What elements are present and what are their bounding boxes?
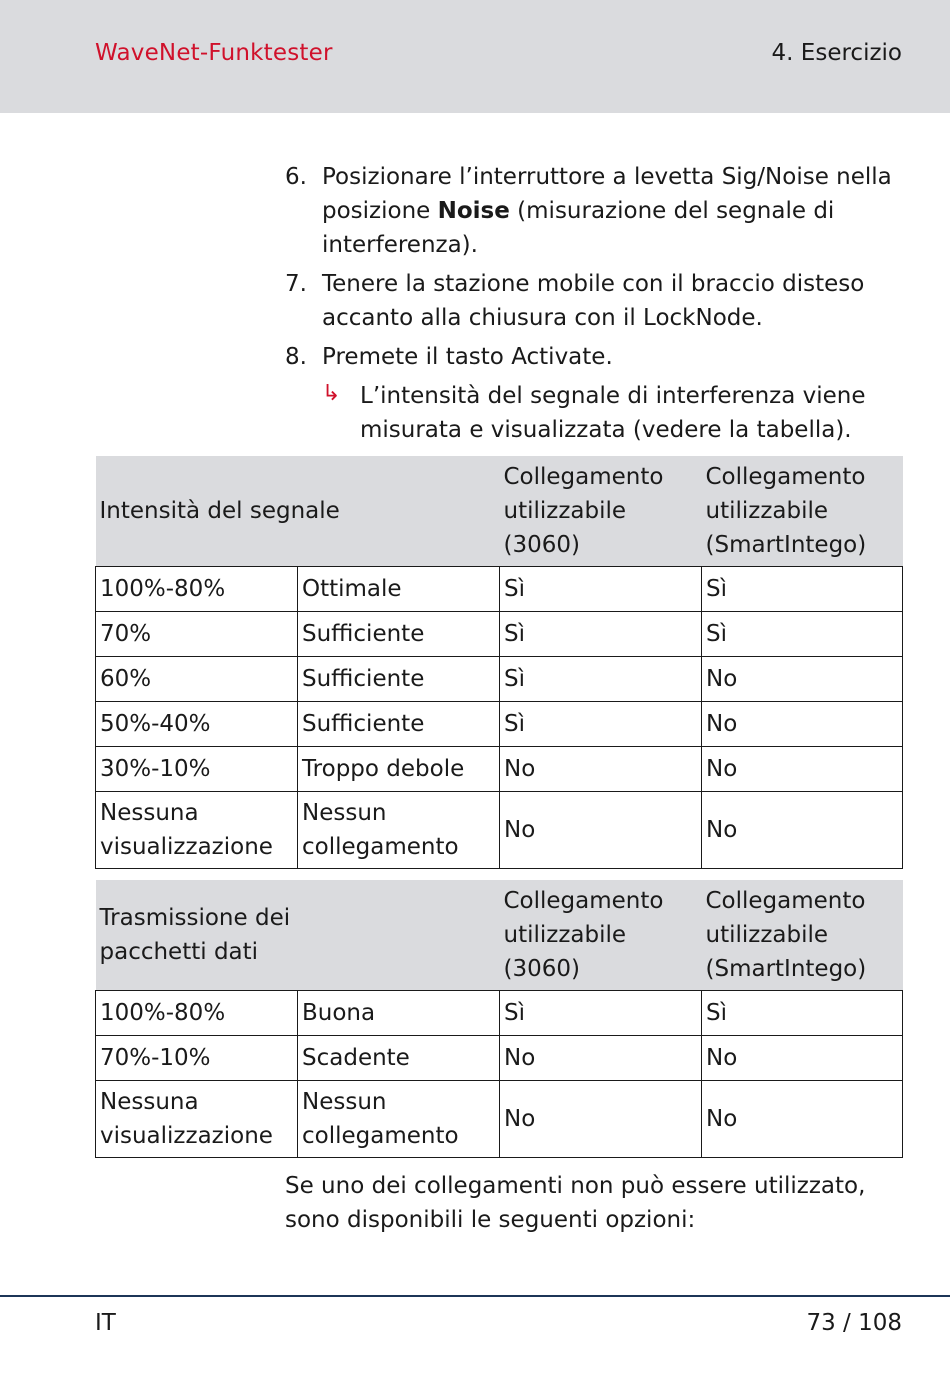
table-cell: Sì	[702, 567, 903, 612]
table-cell: Sufficiente	[298, 612, 500, 657]
table-cell: Sì	[500, 612, 702, 657]
table-cell: Sì	[702, 612, 903, 657]
table-cell: No	[702, 1036, 903, 1081]
table-cell: No	[500, 747, 702, 792]
step-7	[285, 267, 905, 335]
table-row	[96, 792, 903, 869]
table-cell: 70%	[96, 612, 298, 657]
table-cell: Sì	[500, 702, 702, 747]
result-text: L’intensità del segnale di interferenza viene misurata e visualizzata (vedere la tabella).	[360, 383, 866, 443]
header-signal-strength: Intensità del segnale	[96, 456, 500, 567]
step-text-part: (misurazione del segnale di interferenza).	[322, 198, 835, 258]
table-cell: Scadente	[298, 1036, 500, 1081]
table-row	[96, 612, 903, 657]
step-8	[285, 340, 905, 374]
table-cell: Sì	[500, 991, 702, 1036]
table-cell: Buona	[298, 991, 500, 1036]
step-result	[322, 379, 905, 447]
section-title: 4. Esercizio	[771, 40, 902, 66]
table-row	[96, 1081, 903, 1158]
table-cell: No	[500, 1081, 702, 1158]
header-data-packets: Trasmissione dei pacchetti dati	[96, 880, 500, 991]
table-cell: 50%-40%	[96, 702, 298, 747]
data-packet-table	[95, 880, 903, 1158]
step-text-part: Posizionare l’interruttore a levetta Sig/Noise nella posizione	[322, 164, 892, 224]
table-cell: No	[702, 1081, 903, 1158]
step-number: 7.	[285, 271, 307, 297]
footer-divider	[0, 1295, 950, 1297]
table-cell: No	[500, 1036, 702, 1081]
page-header	[0, 0, 950, 113]
table-cell: 30%-10%	[96, 747, 298, 792]
table-cell: No	[702, 657, 903, 702]
header-link-3060: Collegamento utilizzabile (3060)	[500, 880, 702, 991]
table-cell: Sì	[702, 991, 903, 1036]
table-row	[96, 991, 903, 1036]
header-link-smartintego: Collegamento utilizzabile (SmartIntego)	[702, 456, 903, 567]
document-title: WaveNet-Funktester	[95, 40, 333, 66]
signal-strength-table	[95, 456, 903, 869]
footer-language: IT	[95, 1310, 116, 1336]
table-cell: Nessun collegamento	[298, 792, 500, 869]
table-cell: Sì	[500, 567, 702, 612]
step-number: 6.	[285, 164, 307, 190]
table-cell: 70%-10%	[96, 1036, 298, 1081]
arrow-return-icon: ↳	[322, 381, 341, 406]
table-cell: Nessun collegamento	[298, 1081, 500, 1158]
table-row	[96, 657, 903, 702]
header-link-smartintego: Collegamento utilizzabile (SmartIntego)	[702, 880, 903, 991]
table-row	[96, 747, 903, 792]
table-cell: No	[702, 792, 903, 869]
header-link-3060: Collegamento utilizzabile (3060)	[500, 456, 702, 567]
table-cell: No	[702, 747, 903, 792]
step-6	[285, 160, 905, 262]
table-row	[96, 1036, 903, 1081]
table-cell: Ottimale	[298, 567, 500, 612]
table-row	[96, 702, 903, 747]
table-cell: Sufficiente	[298, 657, 500, 702]
table-cell: 60%	[96, 657, 298, 702]
table-cell: Sufficiente	[298, 702, 500, 747]
table-cell: Nessuna visualizzazione	[96, 1081, 298, 1158]
instruction-steps	[285, 160, 905, 447]
step-text-bold: Noise	[437, 198, 510, 224]
table-cell: 100%-80%	[96, 991, 298, 1036]
page-number: 73 / 108	[806, 1310, 902, 1336]
table-row	[96, 567, 903, 612]
table-cell: No	[500, 792, 702, 869]
step-text: Premete il tasto Activate.	[322, 344, 613, 370]
table-header-row	[96, 456, 903, 567]
table-cell: Troppo debole	[298, 747, 500, 792]
table-cell: 100%-80%	[96, 567, 298, 612]
table-cell: No	[702, 702, 903, 747]
table-cell: Nessuna visualizzazione	[96, 792, 298, 869]
step-text	[322, 160, 905, 262]
step-text: Tenere la stazione mobile con il braccio disteso accanto alla chiusura con il LockNode.	[322, 271, 865, 331]
step-number: 8.	[285, 344, 307, 370]
table-cell: Sì	[500, 657, 702, 702]
options-intro-text: Se uno dei collegamenti non può essere utilizzato, sono disponibili le seguenti opzioni:	[285, 1173, 866, 1233]
table-header-row	[96, 880, 903, 991]
